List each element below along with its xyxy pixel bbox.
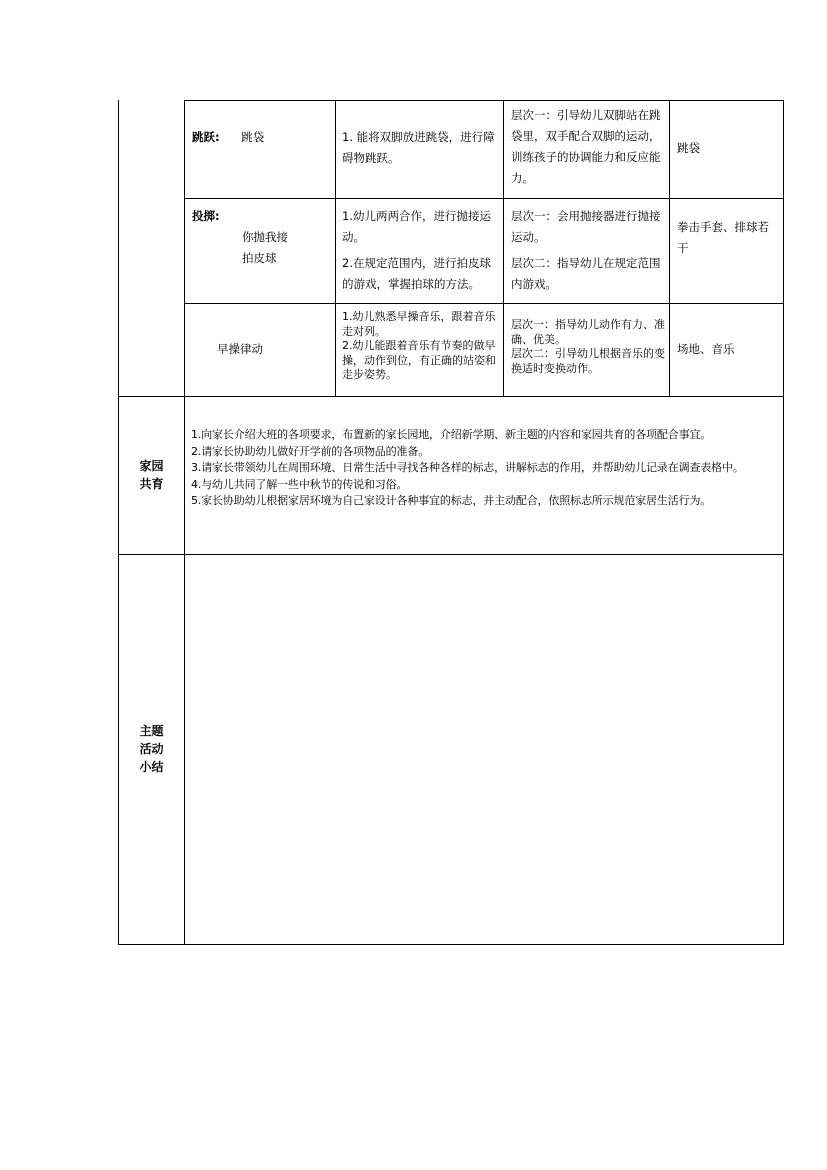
materials-text: 跳袋 (677, 141, 700, 155)
level-text: 层次一：指导幼儿动作有力、准确、优美。 (511, 318, 665, 346)
activity-2-name-2: 拍皮球 (242, 251, 277, 265)
activity-1-category: 跳跃: (192, 130, 220, 144)
materials-text: 拳击手套、排球若干 (677, 220, 769, 255)
summary-label-line-1: 主题 (139, 724, 164, 738)
materials-text: 场地、音乐 (677, 342, 735, 356)
goal-text: 1.幼儿两两合作，进行抛接运动。 (342, 209, 491, 244)
activity-3-name-text: 早操律动 (217, 342, 263, 356)
goal-text: 2.幼儿能跟着音乐有节奏的做早操，动作到位，有正确的站姿和走步姿势。 (342, 339, 496, 381)
goal-text: 2.在规定范围内，进行拍皮球的游戏，掌握拍球的方法。 (342, 256, 491, 291)
goal-text: 1. 能将双脚放进跳袋，进行障碍物跳跃。 (342, 130, 495, 165)
grid-line (184, 303, 784, 304)
home-items (191, 427, 783, 510)
activity-2-category: 投掷: (192, 209, 220, 223)
activity-2-goals (342, 206, 502, 295)
grid-line (184, 100, 784, 101)
home-label (119, 457, 184, 493)
grid-line (503, 100, 504, 396)
home-item: 1.向家长介绍大班的各项要求，布置新的家长园地，介绍新学期、新主题的内容和家园共育的各项配合事宜。 (191, 428, 712, 441)
activity-3-levels (511, 318, 667, 376)
grid-line (118, 944, 784, 945)
grid-line (184, 198, 784, 199)
activity-2-name-1: 你抛我接 (242, 230, 288, 244)
activity-1-levels (511, 105, 667, 189)
activity-1-name-cell (192, 127, 332, 148)
level-text: 层次一：会用抛接器进行抛接运动。 (511, 209, 661, 244)
summary-label (119, 722, 184, 776)
grid-line (335, 100, 336, 396)
activity-1-goals (342, 127, 500, 169)
activity-3-materials (677, 339, 779, 360)
level-text: 层次二：引导幼儿根据音乐的变换适时变换动作。 (511, 347, 665, 375)
activity-1-name: 跳袋 (241, 130, 265, 144)
grid-line (118, 100, 119, 945)
summary-label-line-2: 活动 (139, 742, 164, 756)
home-item: 4.与幼儿共同了解一些中秋节的传说和习俗。 (191, 477, 408, 491)
level-text: 层次一：引导幼儿双脚站在跳袋里，双手配合双脚的运动，训练孩子的协调能力和反应能力。 (511, 108, 661, 185)
grid-line (783, 100, 784, 945)
activity-2-levels (511, 206, 667, 295)
home-item: 5.家长协助幼儿根据家居环境为自己家设计各种事宜的标志，并主动配合，依照标志所示规范家居生活行为。 (191, 494, 712, 507)
home-label-line-2: 共育 (139, 477, 164, 491)
activity-1-materials (677, 138, 779, 159)
activity-2-materials (677, 217, 779, 259)
grid-line (118, 396, 784, 397)
activity-3-goals (342, 310, 500, 383)
goal-text: 1.幼儿熟悉早操音乐，跟着音乐走对列。 (342, 310, 496, 338)
grid-line (669, 100, 670, 396)
home-label-line-1: 家园 (139, 459, 164, 473)
activity-3-name (217, 339, 332, 360)
home-item: 2.请家长协助幼儿做好开学前的各项物品的准备。 (191, 444, 430, 458)
summary-label-line-3: 小结 (139, 760, 164, 774)
activity-2-name-cell (192, 206, 332, 269)
level-text: 层次二：指导幼儿在规定范围内游戏。 (511, 256, 661, 291)
summary-content-area[interactable] (185, 555, 783, 944)
home-item: 3.请家长带领幼儿在周围环境、日常生活中寻找各种各样的标志，讲解标志的作用，并帮助幼儿记录在调查表格中。 (191, 461, 744, 474)
